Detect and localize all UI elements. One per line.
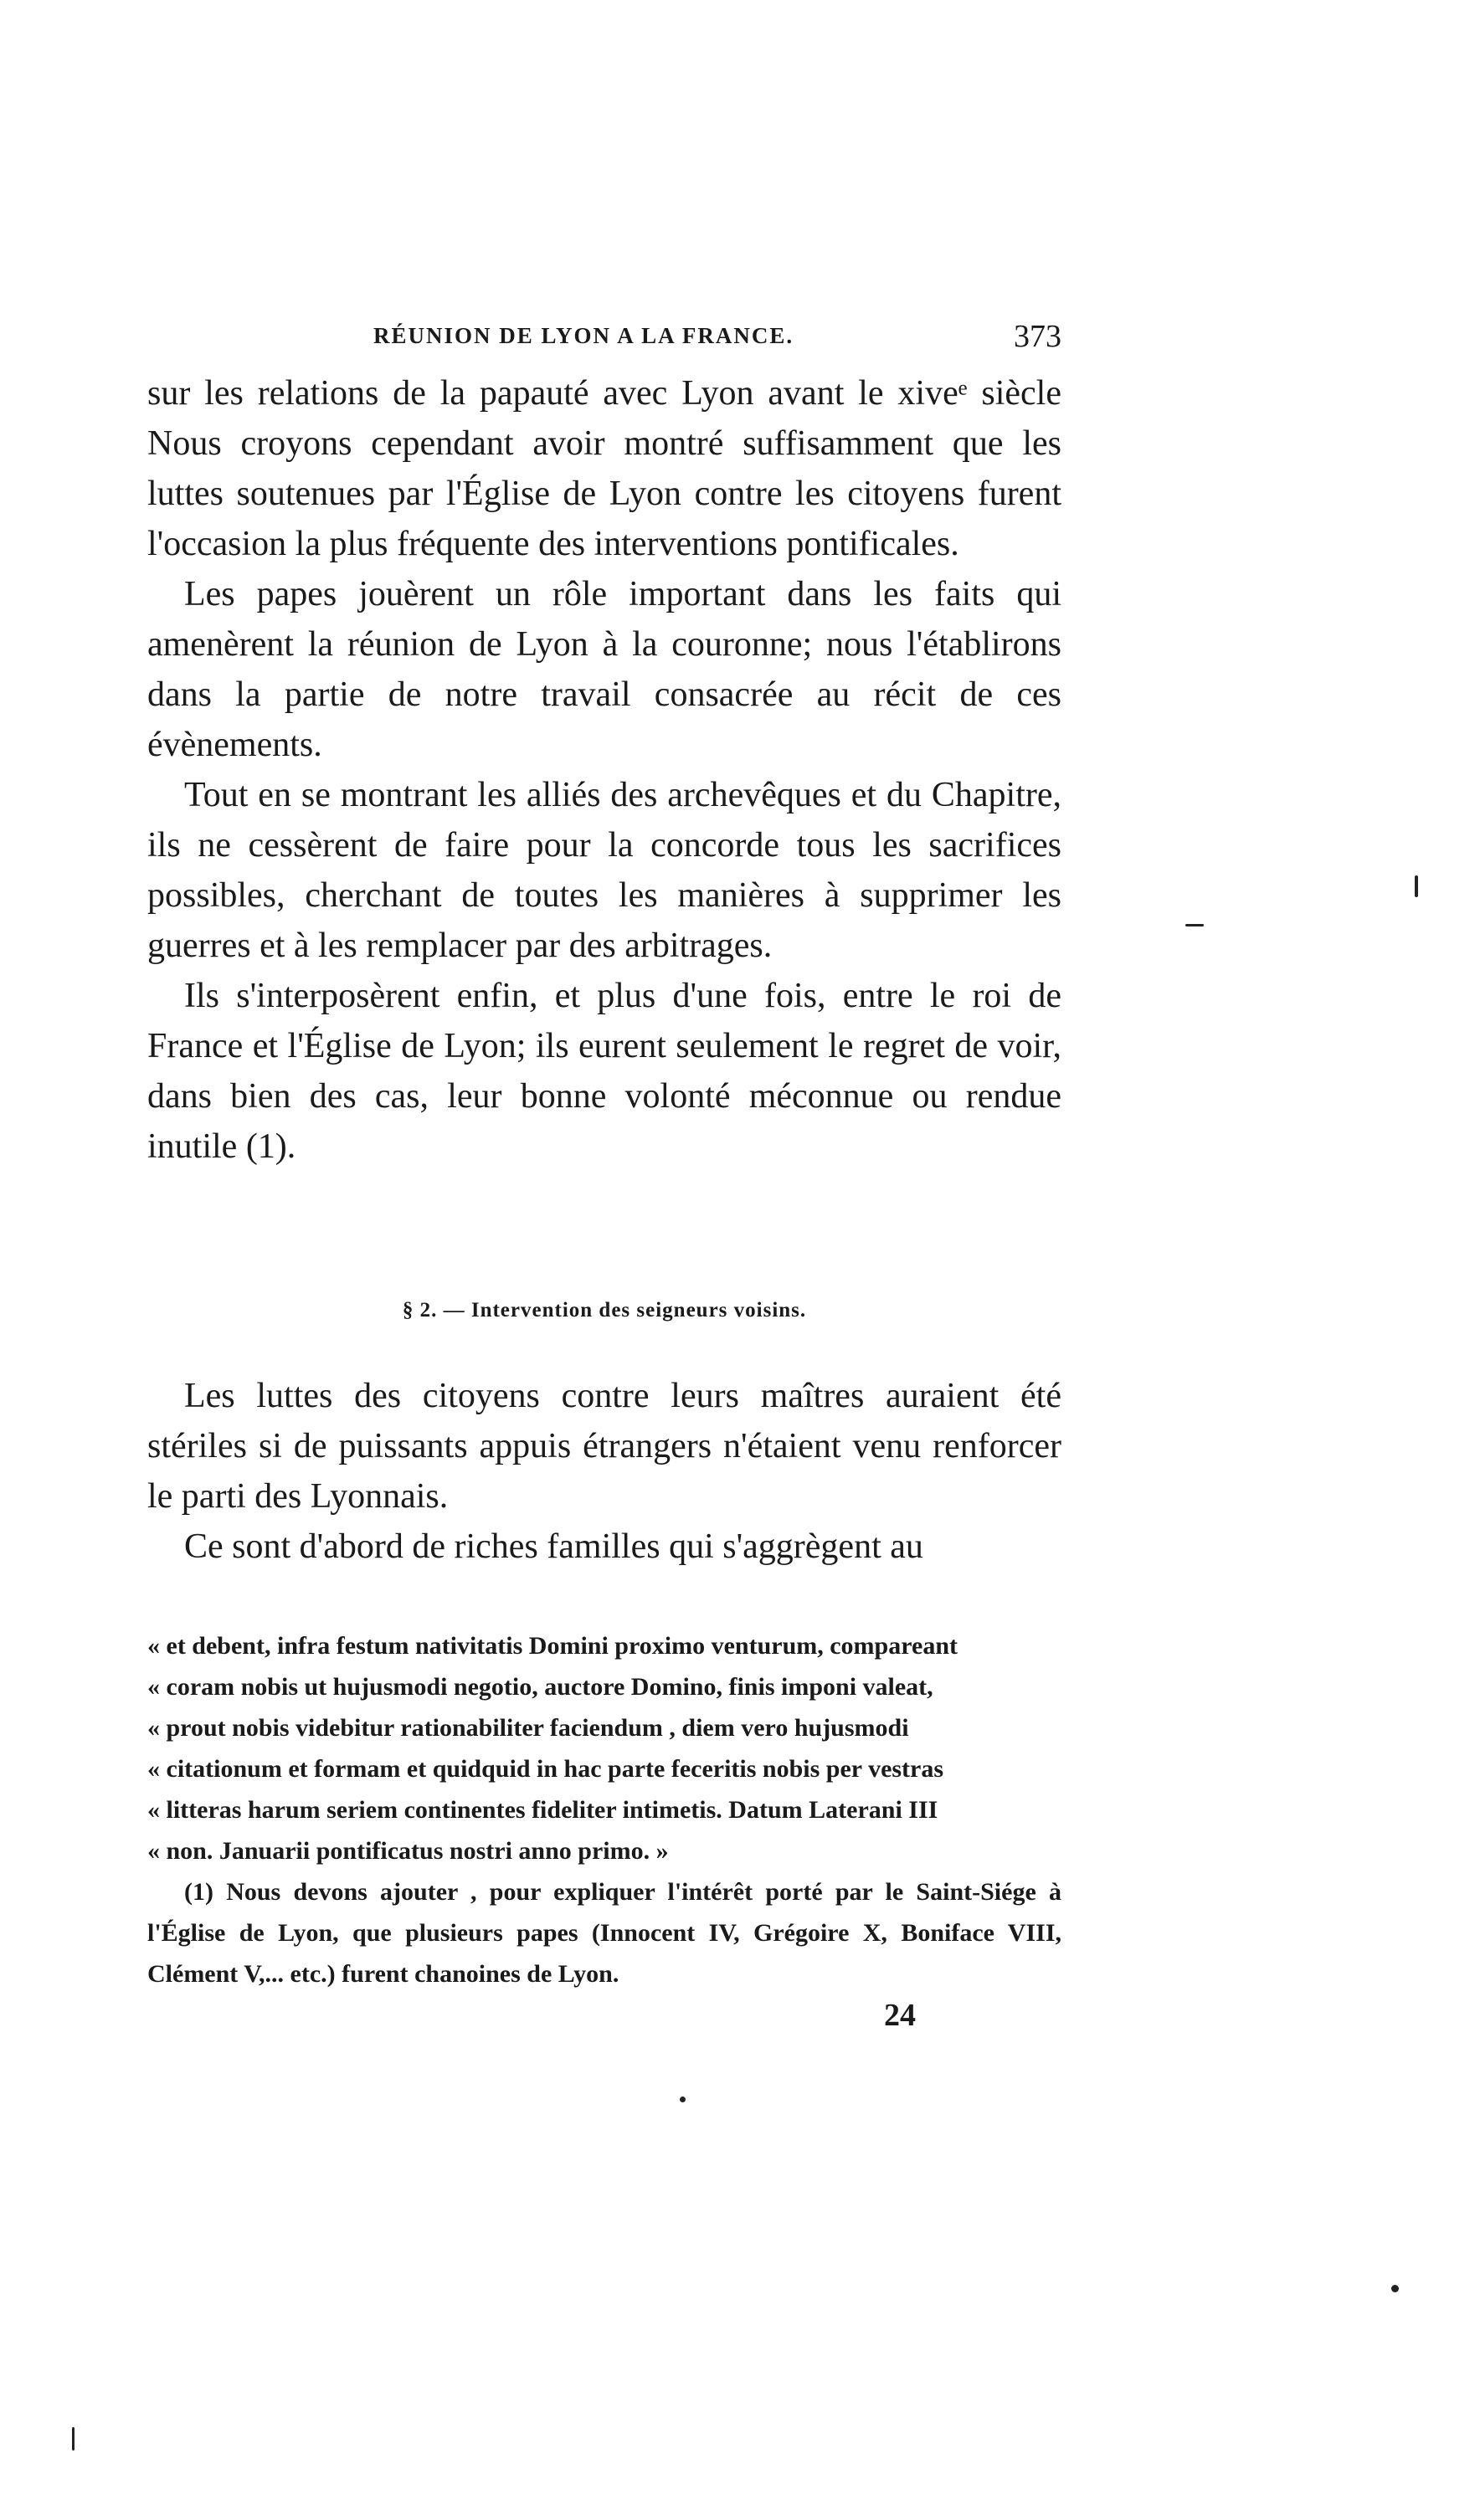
quote-line: « et debent, infra festum nativitatis Domini proximo venturum, compareant — [147, 1632, 958, 1660]
quote-line: « citationum et formam et quidquid in hac parte feceritis nobis per vestras — [147, 1755, 944, 1783]
notes — [147, 1625, 1061, 1994]
paragraph: sur les relations de la papauté avec Lyon avant le xiveᵉ siècle Nous croyons cependant avoir montré suffisamment que les luttes soutenues par l'Église de Lyon contre les citoyens furent l'occasion la plus fréquente des interventions pontificales. — [147, 374, 1061, 563]
quote-line: « prout nobis videbitur rationabiliter faciendum , diem vero hujusmodi — [147, 1714, 909, 1742]
section-heading: § 2. — Intervention des seigneurs voisins. — [402, 1299, 807, 1322]
ink-speck — [1391, 2285, 1399, 2292]
paragraph: Ce sont d'abord de riches familles qui s'aggrègent au — [184, 1527, 923, 1566]
ink-mark — [72, 2427, 75, 2451]
main-text — [147, 368, 1061, 1172]
paragraph: Les luttes des citoyens contre leurs maîtres auraient été stériles si de puissants appuis étrangers n'étaient venu renforcer le parti des Lyonnais. — [147, 1377, 1061, 1516]
ink-speck — [680, 2097, 686, 2102]
paragraph: Tout en se montrant les alliés des archevêques et du Chapitre, ils ne cessèrent de faire pour la concorde tous les sacrifices possibles, cherchant de toutes les manières à supprimer les guerres et à les remplacer par des arbitrages. — [147, 776, 1061, 965]
ink-mark — [1415, 875, 1418, 897]
page-number: 373 — [1014, 319, 1061, 354]
signature-mark: 24 — [884, 1998, 916, 2033]
footnote: (1) Nous devons ajouter , pour expliquer l'intérêt porté par le Saint-Siége à l'Église de Lyon, que plusieurs papes (Innocent IV, Grégoire X, Boniface VIII, Clément V,... etc.) furent chanoines de Lyon. — [147, 1878, 1061, 1988]
running-head — [147, 319, 1061, 365]
running-title: RÉUNION DE LYON A LA FRANCE. — [373, 323, 794, 348]
paragraph: Les papes jouèrent un rôle important dans les faits qui amenèrent la réunion de Lyon à la couronne; nous l'établirons dans la partie de notre travail consacrée au récit de ces évènements. — [147, 575, 1061, 764]
section-text — [147, 1371, 1061, 1572]
quote-line: « litteras harum seriem continentes fideliter intimetis. Datum Laterani III — [147, 1796, 938, 1824]
quote-line: « coram nobis ut hujusmodi negotio, auctore Domino, finis imponi valeat, — [147, 1673, 933, 1701]
ink-mark — [1185, 924, 1204, 926]
paragraph: Ils s'interposèrent enfin, et plus d'une fois, entre le roi de France et l'Église de Lyon; ils eurent seulement le regret de voir, dans bien des cas, leur bonne volonté méconnue ou rendue inutile (1). — [147, 977, 1061, 1166]
quote-line: « non. Januarii pontificatus nostri anno primo. » — [147, 1837, 669, 1865]
